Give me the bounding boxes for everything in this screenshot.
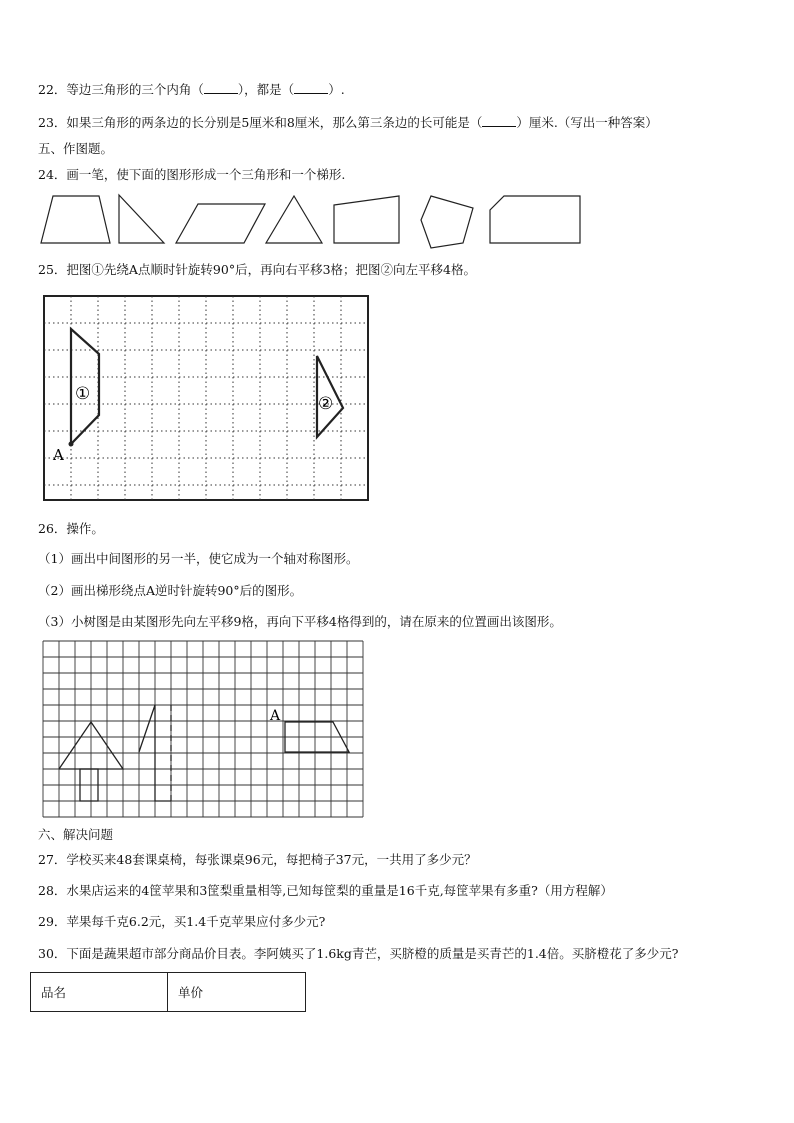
point-a-label: A (270, 708, 281, 724)
point-a-label: A (53, 446, 64, 464)
table-header-cell-price: 单价 (168, 973, 306, 1012)
question-29: 29．苹果每千克6.2元，买1.4千克苹果应付多少元? (38, 914, 326, 929)
question-22-text-c: ）. (328, 82, 345, 97)
question-27: 27．学校买来48套课桌椅，每张课桌96元，每把椅子37元，一共用了多少元？ (38, 852, 477, 867)
figure-1-label: ① (75, 384, 91, 404)
question-22-text-a: 22．等边三角形的三个内角（ (38, 82, 204, 97)
question-26-1: （1）画出中间图形的另一半，使它成为一个轴对称图形。 (38, 551, 359, 566)
question-28: 28．水果店运来的4筐苹果和3筐梨重量相等,已知每筐梨的重量是16千克,每筐苹果有多重?（用方程解） (38, 883, 613, 898)
question-25: 25．把图①先绕A点顺时针旋转90°后，再向右平移3格；把图②向左平移4格。 (38, 262, 476, 277)
table-header-row (31, 973, 306, 1012)
section-6-heading: 六、解决问题 (38, 827, 114, 842)
question-26-2: （2）画出梯形绕点A逆时针旋转90°后的图形。 (38, 583, 303, 598)
question-22-text-b: ），都是（ (237, 82, 295, 97)
question-30: 30．下面是蔬果超市部分商品价目表。李阿姨买了1.6kg青芒，买脐橙的质量是买青芒的1.4倍。买脐橙花了多少元? (38, 946, 679, 961)
price-table (30, 972, 306, 1012)
question-26-3: （3）小树图是由某图形先向左平移9格，再向下平移4格得到的，请在原来的位置画出该图形。 (38, 614, 562, 629)
table-header-cell-name: 品名 (31, 973, 168, 1012)
figure-2-label: ② (318, 394, 334, 414)
question-23-text-b: ）厘米.（写出一种答案） (516, 115, 658, 130)
question-23-text-a: 23．如果三角形的两条边的长分别是5厘米和8厘米，那么第三条边的长可能是（ (38, 115, 483, 130)
question-26: 26．操作。 (38, 521, 104, 536)
question-24: 24．画一笔，使下面的图形形成一个三角形和一个梯形. (38, 167, 346, 182)
section-5-heading: 五、作图题。 (38, 141, 114, 156)
